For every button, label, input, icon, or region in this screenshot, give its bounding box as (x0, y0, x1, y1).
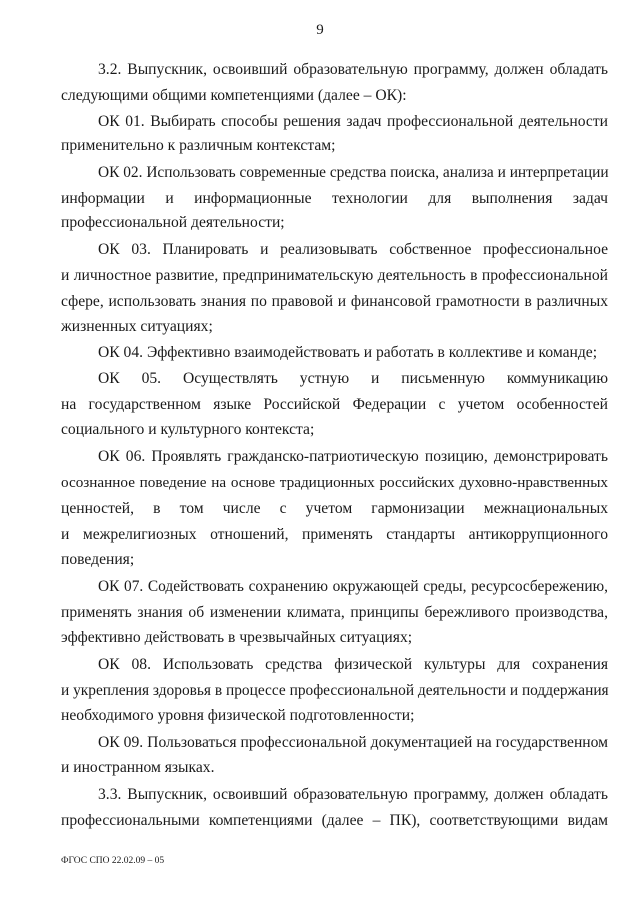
text-line: ОК 04. Эффективно взаимодействовать и работать в коллективе и команде; (98, 344, 598, 361)
text-line: следующими общими компетенциями (далее – ОК): (61, 87, 407, 104)
text-line: и укрепления здоровья в процессе профессиональной деятельности и поддержания (61, 682, 609, 699)
text-line: ОК 09. Пользоваться профессиональной документацией на государственном (98, 734, 608, 751)
text-line: ОК 01. Выбирать способы решения задач профессиональной деятельности (98, 113, 608, 130)
text-line: жизненных ситуациях; (61, 318, 213, 335)
text-line: ОК 05. Осуществлять устную и письменную коммуникацию (98, 370, 608, 387)
text-line: и межрелигиозных отношений, применять стандарты антикоррупционного (61, 526, 608, 543)
page-number: 9 (316, 22, 324, 38)
text-line: необходимого уровня физической подготовленности; (61, 707, 415, 724)
footer-doc-code: ФГОС СПО 22.02.09 – 05 (61, 856, 165, 866)
text-line: 3.2. Выпускник, освоивший образовательную программу, должен обладать (98, 61, 608, 78)
text-line: поведения; (61, 551, 135, 568)
text-line: ОК 02. Использовать современные средства поиска, анализа и интерпретации (98, 164, 609, 181)
text-line: применять знания об изменении климата, принципы бережливого производства, (61, 604, 608, 621)
text-line: и иностранном языках. (61, 759, 215, 776)
text-line: ОК 06. Проявлять гражданско-патриотическую позицию, демонстрировать (98, 448, 608, 465)
text-line: ОК 07. Содействовать сохранению окружающей среды, ресурсосбережению, (98, 578, 608, 595)
text-line: ОК 08. Использовать средства физической культуры для сохранения (98, 656, 608, 673)
text-line: осознанное поведение на основе традиционных российских духовно-нравственных (61, 474, 608, 491)
text-line: ОК 03. Планировать и реализовывать собственное профессиональное (98, 241, 608, 258)
text-line: на государственном языке Российской Федерации с учетом особенностей (61, 396, 608, 413)
text-line: 3.3. Выпускник, освоивший образовательную программу, должен обладать (98, 786, 608, 803)
text-line: профессиональными компетенциями (далее – ПК), соответствующими видам (61, 812, 608, 829)
text-line: социального и культурного контекста; (61, 421, 315, 438)
text-line: применительно к различным контекстам; (61, 137, 336, 154)
text-line: информации и информационные технологии для выполнения задач (61, 190, 608, 207)
text-line: и личностное развитие, предпринимательскую деятельность в профессиональной (61, 267, 608, 284)
text-line: ценностей, в том числе с учетом гармонизации межнациональных (61, 500, 608, 517)
text-line: сфере, использовать знания по правовой и финансовой грамотности в различных (61, 293, 608, 310)
text-line: эффективно действовать в чрезвычайных ситуациях; (61, 629, 413, 646)
text-line: профессиональной деятельности; (61, 214, 285, 231)
